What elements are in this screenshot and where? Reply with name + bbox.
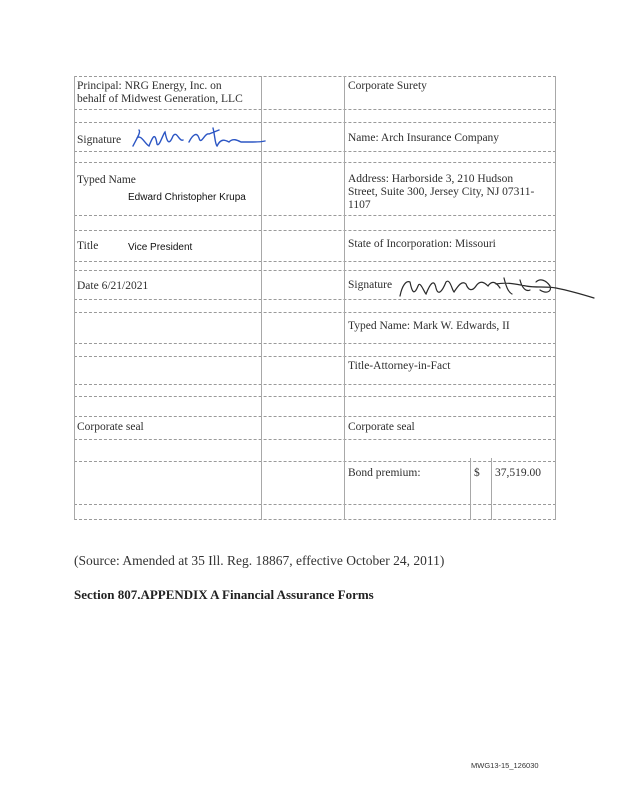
title-value: Vice President [128,242,193,253]
form-rule [74,461,556,462]
form-rule [74,504,556,505]
form-rule [74,215,556,216]
surety-title: Title-Attorney-in-Fact [348,360,451,372]
footer-document-code: MWG13-15_126030 [471,761,539,770]
form-rule [74,261,556,262]
source-note: (Source: Amended at 35 Ill. Reg. 18867, effective October 24, 2011) [74,553,445,568]
surety-address-line1: Address: Harborside 3, 210 Hudson [348,173,514,185]
form-rule [74,270,556,271]
section-heading: Section 807.APPENDIX A Financial Assurance Forms [74,587,374,602]
form-rule [74,312,556,313]
principal-signature [129,124,269,154]
title-label: Title [77,240,99,252]
surety-bond-signature-form [74,76,556,520]
bond-premium-label: Bond premium: [348,467,421,479]
bond-premium-value: 37,519.00 [495,467,541,479]
form-rule [74,356,556,357]
surety-address-line2: Street, Suite 300, Jersey City, NJ 07311- [348,186,535,198]
form-rule [74,439,556,440]
form-rule [74,396,556,397]
form-rule [74,109,556,110]
date-field: Date 6/21/2021 [77,280,149,292]
form-rule [74,519,556,520]
surety-typed-name: Typed Name: Mark W. Edwards, II [348,320,510,332]
form-rule [74,76,556,77]
form-column-rule [344,76,345,520]
typed-name-label: Typed Name [77,174,136,186]
surety-name: Name: Arch Insurance Company [348,132,500,144]
form-rule [74,343,556,344]
principal-signature-label: Signature [77,134,122,146]
surety-signature [396,272,596,302]
form-rule [74,416,556,417]
form-column-rule [74,76,75,520]
form-column-rule [470,458,471,520]
form-rule [74,384,556,385]
principal-label: Principal: NRG Energy, Inc. on [77,80,222,92]
state-of-incorporation: State of Incorporation: Missouri [348,238,496,250]
bond-premium-currency: $ [474,467,480,479]
form-rule [74,122,556,123]
typed-name-value: Edward Christopher Krupa [128,192,246,203]
form-column-rule [491,458,492,520]
form-rule [74,230,556,231]
principal-corporate-seal: Corporate seal [77,421,144,433]
surety-corporate-seal: Corporate seal [348,421,415,433]
principal-name: behalf of Midwest Generation, LLC [77,93,243,105]
surety-address-line3: 1107 [348,199,371,211]
surety-signature-label: Signature [348,279,393,291]
surety-heading: Corporate Surety [348,80,427,92]
form-rule [74,162,556,163]
